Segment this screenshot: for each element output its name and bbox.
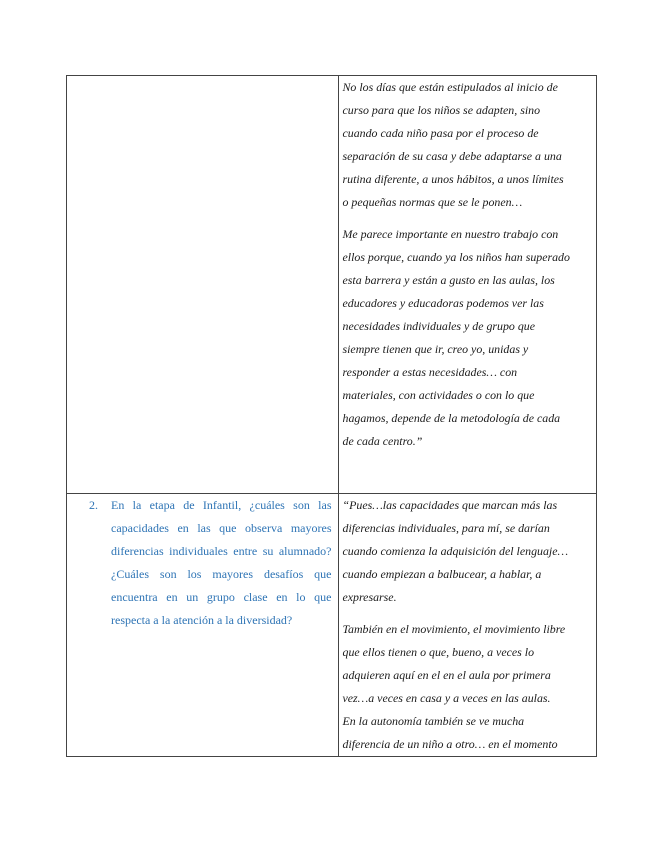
answer-paragraph: También en el movimiento, el movimiento libre que ellos tienen o que, bueno, a veces lo adquieren aquí en el en el aula por primera vez…a veces en casa y a veces en las aulas. En la autonomía también se ve mucha diferencia de un niño a otro… en el momento	[342, 622, 566, 751]
answer-cell	[338, 494, 597, 757]
answer-paragraph: “Pues…las capacidades que marcan más las diferencias individuales, para mí, se darían cuando comienza la adquisición del lenguaje… cuando empiezan a balbucear, a hablar, a expresarse.	[342, 498, 569, 604]
answer-cell	[338, 76, 597, 494]
answer-paragraph: Me parece importante en nuestro trabajo con ellos porque, cuando ya los niños han superado esta barrera y están a gusto en las aulas, los educadores y educadoras podemos ver las necesidades individuales y de grupo que siempre tienen que ir, creo yo, unidas y responder a estas necesidades… con materiales, con actividades o con lo que hagamos, depende de la metodología de cada de cada centro.”	[342, 227, 570, 448]
question-number: 2.	[89, 498, 98, 512]
interview-table	[66, 75, 597, 757]
question-cell	[67, 494, 339, 757]
answer-paragraph: No los días que están estipulados al inicio de curso para que los niños se adapten, sino cuando cada niño pasa por el proceso de separación de su casa y debe adaptarse a una rutina diferente, a unos hábitos, a unos límites o pequeñas normas que se le ponen…	[342, 80, 564, 209]
table-row	[67, 76, 597, 494]
table-row	[67, 494, 597, 757]
question-text: En la etapa de Infantil, ¿cuáles son las capacidades en las que observa mayores diferencias individuales entre su alumnado? ¿Cuáles son los mayores desafíos que encuentra en un grupo clase en lo que respecta a la atención a la diversidad?	[111, 498, 332, 627]
question-cell-empty	[67, 76, 339, 494]
